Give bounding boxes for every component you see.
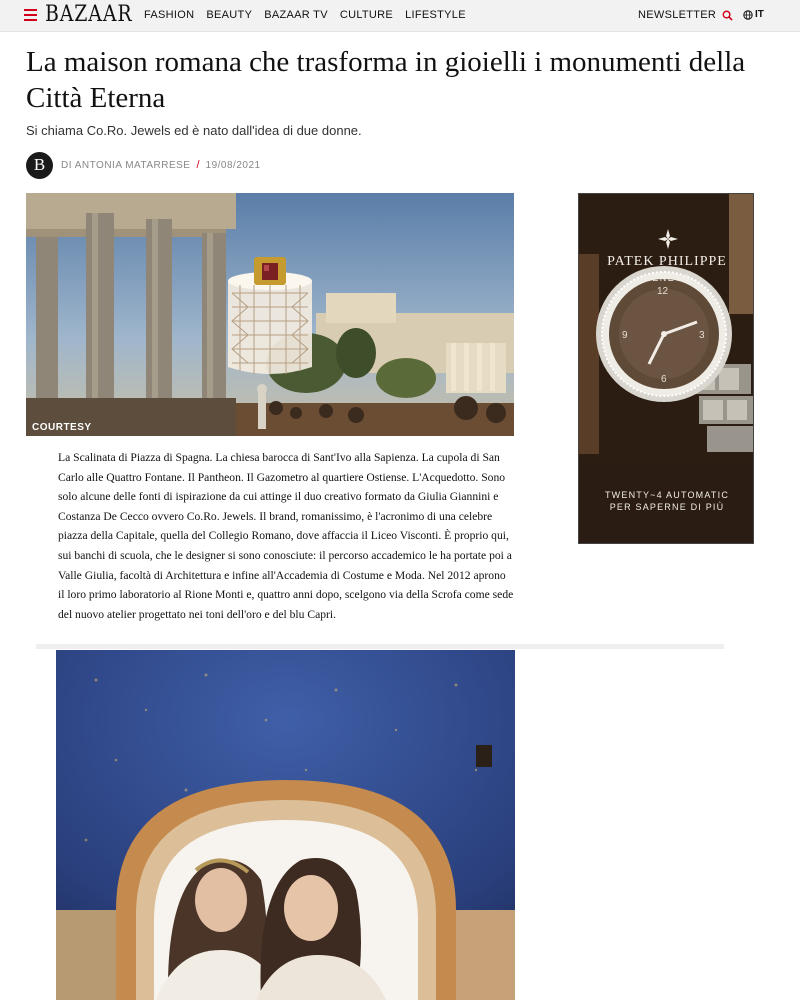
section-divider — [36, 644, 724, 649]
publish-date: 19/08/2021 — [205, 159, 261, 171]
article-body: La Scalinata di Piazza di Spagna. La chiesa barocca di Sant'Ivo alla Sapienza. La cupola di San Carlo alle Quattro Fontane. Il Pantheon. Il Gazometro al quartiere Ostiense. L'Acquedotto. Sono solo alcune delle fonti di ispirazione da cui attinge il duo creativo formato da Giulia Giannini e Costanza De Cecco ovvero Co.Ro. Jewels. Il brand, romanissimo, è l'acronimo di una celebre piazza della Capitale, quella del Collegio Romano, dove affaccia il Liceo Visconti. È proprio qui, sui banchi di scuola, che le designer si sono conosciute: il percorso accademico le ha portate poi a Valle Giulia, facoltà di Architettura e infine all'Accademia di Costume e Moda. Nel 2012 aprono il loro primo laboratorio al Rione Monti e, quattro anni dopo, scelgono via della Scrofa come sede del nuovo atelier progettato nei toni dell'oro e del blu Capri. — [58, 451, 514, 621]
byline — [26, 151, 261, 179]
language-selector[interactable] — [743, 9, 764, 20]
hero-illustration — [26, 193, 514, 436]
hero-image — [26, 193, 514, 436]
nav-item-lifestyle[interactable]: LIFESTYLE — [405, 9, 466, 21]
language-label: IT — [755, 9, 764, 20]
designers-illustration — [56, 650, 515, 1000]
article-subtitle: Si chiama Co.Ro. Jewels ed è nato dall'idea di due donne. — [26, 123, 362, 138]
main-nav — [144, 9, 466, 21]
globe-icon — [743, 10, 753, 20]
image-credit: COURTESY — [32, 422, 92, 433]
ad-city: GENEVE — [643, 273, 691, 283]
menu-icon[interactable] — [24, 9, 37, 21]
svg-text:6: 6 — [661, 374, 667, 385]
patek-cross-icon — [657, 228, 679, 250]
article-title: La maison romana che trasforma in gioielli i monumenti della Città Eterna — [26, 46, 746, 114]
svg-text:3: 3 — [699, 330, 705, 341]
newsletter-link[interactable]: NEWSLETTER — [638, 9, 717, 21]
top-navigation-bar — [0, 0, 800, 32]
author-name[interactable]: DI ANTONIA MATARRESE — [61, 159, 191, 171]
svg-text:12: 12 — [657, 286, 669, 297]
nav-item-bazaar-tv[interactable]: BAZAAR TV — [264, 9, 328, 21]
byline-separator: / — [196, 159, 200, 171]
ad-product-name: TWENTY~4 AUTOMATIC — [604, 490, 730, 500]
nav-item-culture[interactable]: CULTURE — [339, 9, 394, 21]
site-logo[interactable]: BAZAAR — [45, 2, 133, 27]
advertisement-banner[interactable] — [578, 193, 754, 544]
author-avatar: B — [26, 152, 53, 179]
nav-item-fashion[interactable]: FASHION — [144, 9, 195, 21]
ad-cta[interactable]: PER SAPERNE DI PIÙ — [609, 502, 725, 512]
svg-text:9: 9 — [622, 330, 628, 341]
nav-item-beauty[interactable]: BEAUTY — [206, 9, 253, 21]
designers-photo — [56, 650, 515, 1000]
ad-brand: PATEK PHILIPPE — [607, 254, 727, 269]
search-icon[interactable] — [722, 10, 733, 21]
